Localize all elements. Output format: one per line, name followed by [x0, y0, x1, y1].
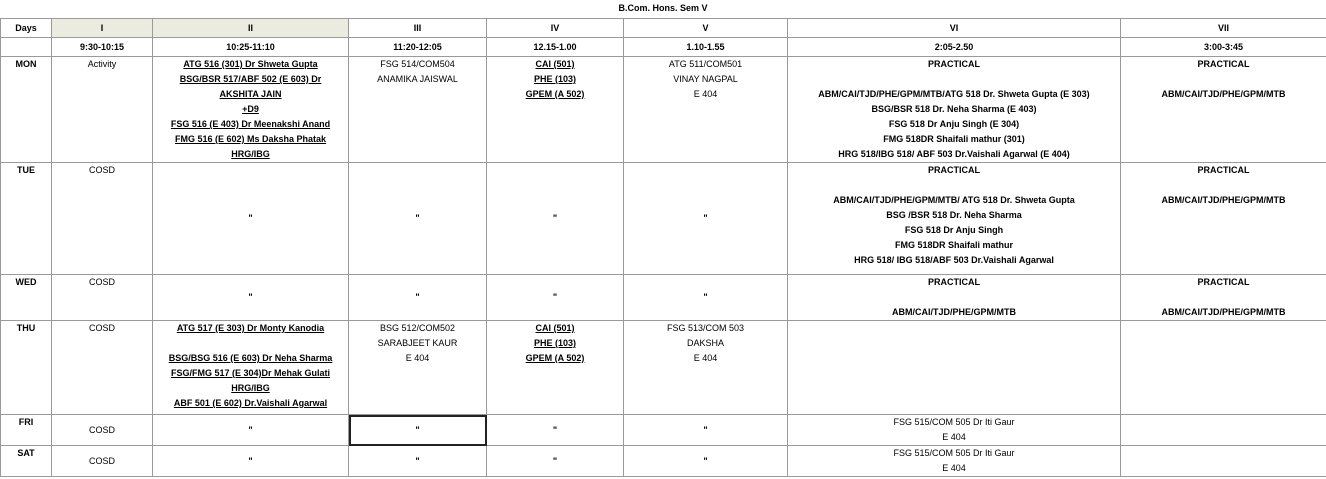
day-cell-wed[interactable]: WED — [1, 275, 52, 321]
time-header-cell[interactable]: 11:20-12:05 — [349, 38, 487, 57]
practical-label: PRACTICAL — [928, 165, 980, 175]
wed-p4-cell[interactable]: " — [487, 275, 624, 321]
class-entry: AKSHITA JAIN — [219, 89, 282, 99]
class-entry: ATG 511/COM501 — [668, 59, 743, 69]
class-entry: E 404 — [693, 353, 718, 363]
practical-label: PRACTICAL — [1197, 59, 1250, 69]
class-entry: +D9 — [242, 104, 259, 114]
practical-label: PRACTICAL — [928, 277, 980, 287]
tue-p5-cell[interactable]: " — [624, 163, 788, 275]
fri-p6-cell[interactable] — [788, 415, 1121, 446]
wed-p2-cell[interactable]: " — [153, 275, 349, 321]
sat-p2-cell[interactable]: " — [153, 446, 349, 477]
day-cell-tue[interactable]: TUE — [1, 163, 52, 275]
class-entry: ATG 517 (E 303) Dr Monty Kanodia — [176, 323, 325, 333]
mon-p4-cell[interactable] — [487, 57, 624, 163]
thu-p2-cell[interactable] — [153, 321, 349, 415]
class-entry: BSG/BSR 517/ABF 502 (E 603) Dr — [179, 74, 322, 84]
class-entry: ABM/CAI/TJD/PHE/GPM/MTB/ATG 518 Dr. Shweta Gupta (E 303) — [818, 89, 1090, 99]
tue-p2-cell[interactable]: " — [153, 163, 349, 275]
thu-p5-cell[interactable] — [624, 321, 788, 415]
mon-p1-cell[interactable]: Activity — [52, 57, 153, 163]
tue-p7-cell[interactable] — [1121, 163, 1326, 275]
sat-p4-cell[interactable]: " — [487, 446, 624, 477]
time-header-cell[interactable]: 9:30-10:15 — [52, 38, 153, 57]
class-entry: ABM/CAI/TJD/PHE/GPM/MTB/ ATG 518 Dr. Shweta Gupta — [833, 195, 1075, 205]
time-header-row — [1, 38, 1326, 57]
fri-p4-cell[interactable]: " — [487, 415, 624, 446]
class-entry: CAI (501) — [535, 59, 575, 69]
mon-p3-cell[interactable] — [349, 57, 487, 163]
class-entry: FMG 518DR Shaifali mathur (301) — [883, 134, 1025, 144]
class-entry: ABF 501 (E 602) Dr.Vaishali Agarwal — [173, 398, 328, 408]
mon-p7-cell[interactable] — [1121, 57, 1326, 163]
thu-p7-cell[interactable] — [1121, 321, 1326, 415]
fri-p1-cell[interactable]: COSD — [52, 415, 153, 446]
thu-p3-cell[interactable] — [349, 321, 487, 415]
tue-p6-cell[interactable] — [788, 163, 1121, 275]
class-entry: VINAY NAGPAL — [673, 74, 738, 84]
day-cell-thu[interactable]: THU — [1, 321, 52, 415]
tue-p4-cell[interactable]: " — [487, 163, 624, 275]
class-entry: ABM/CAI/TJD/PHE/GPM/MTB — [891, 307, 1016, 317]
fri-p3-cell-selected[interactable]: " — [349, 415, 487, 446]
thu-p4-cell[interactable] — [487, 321, 624, 415]
class-entry: FSG 515/COM 505 Dr Iti Gaur — [893, 417, 1015, 427]
mon-p2-cell[interactable] — [153, 57, 349, 163]
class-entry: ANAMIKA JAISWAL — [377, 74, 458, 84]
tue-row — [1, 163, 1326, 275]
class-entry: ABM/CAI/TJD/PHE/GPM/MTB — [1161, 307, 1286, 317]
empty-cell[interactable] — [1, 38, 52, 57]
thu-p6-cell[interactable] — [788, 321, 1121, 415]
time-header-cell[interactable]: 3:00-3:45 — [1121, 38, 1326, 57]
time-header-cell[interactable]: 2:05-2.50 — [788, 38, 1121, 57]
class-entry: FSG 515/COM 505 Dr Iti Gaur — [893, 448, 1015, 458]
practical-label: PRACTICAL — [1197, 165, 1250, 175]
class-entry: FSG 516 (E 403) Dr Meenakshi Anand — [170, 119, 331, 129]
period-header-cell[interactable]: V — [624, 19, 788, 38]
fri-row — [1, 415, 1326, 446]
class-entry: BSG 512/COM502 — [379, 323, 456, 333]
wed-p6-cell[interactable] — [788, 275, 1121, 321]
period-header-cell[interactable]: I — [52, 19, 153, 38]
tue-p3-cell[interactable]: " — [349, 163, 487, 275]
period-header-cell[interactable]: II — [153, 19, 349, 38]
sat-p3-cell[interactable]: " — [349, 446, 487, 477]
day-cell-sat[interactable]: SAT — [1, 446, 52, 477]
class-entry: SARABJEET KAUR — [377, 338, 458, 348]
class-entry: DAKSHA — [686, 338, 724, 348]
day-cell-mon[interactable]: MON — [1, 57, 52, 163]
class-entry: PHE (103) — [533, 338, 577, 348]
period-header-cell[interactable]: III — [349, 19, 487, 38]
time-header-cell[interactable]: 12.15-1.00 — [487, 38, 624, 57]
sat-p1-cell[interactable]: COSD — [52, 446, 153, 477]
class-entry: E 404 — [942, 463, 966, 473]
class-entry: HRG/IBG — [231, 149, 270, 159]
class-entry: PHE (103) — [533, 74, 577, 84]
tue-p1-cell[interactable]: COSD — [52, 163, 153, 275]
fri-p2-cell[interactable]: " — [153, 415, 349, 446]
thu-p1-cell[interactable]: COSD — [52, 321, 153, 415]
day-cell-fri[interactable]: FRI — [1, 415, 52, 446]
sheet-title: B.Com. Hons. Sem V — [618, 3, 708, 13]
class-entry: E 404 — [405, 353, 430, 363]
class-entry: E 404 — [693, 89, 718, 99]
timetable-grid — [0, 18, 1326, 477]
practical-label: PRACTICAL — [928, 59, 980, 69]
period-header-cell[interactable]: VII — [1121, 19, 1326, 38]
class-entry: BSG/BSR 518 Dr. Neha Sharma (E 403) — [871, 104, 1037, 114]
class-entry: FMG 518DR Shaifali mathur — [894, 240, 1014, 250]
class-entry: HRG 518/ IBG 518/ABF 503 Dr.Vaishali Agarwal — [854, 255, 1054, 265]
thu-row — [1, 321, 1326, 415]
class-entry: HRG 518/IBG 518/ ABF 503 Dr.Vaishali Agarwal (E 404) — [838, 149, 1070, 159]
class-entry: ATG 516 (301) Dr Shweta Gupta — [183, 59, 318, 69]
mon-row — [1, 57, 1326, 163]
mon-p6-cell[interactable] — [788, 57, 1121, 163]
class-entry: FSG 518 Dr Anju Singh (E 304) — [888, 119, 1020, 129]
wed-p3-cell[interactable]: " — [349, 275, 487, 321]
days-header-cell[interactable]: Days — [1, 19, 52, 38]
class-entry: ABM/CAI/TJD/PHE/GPM/MTB — [1161, 89, 1286, 99]
practical-label: PRACTICAL — [1197, 277, 1250, 287]
class-entry: E 404 — [942, 432, 966, 442]
time-header-cell[interactable]: 10:25-11:10 — [153, 38, 349, 57]
class-entry: HRG/IBG — [231, 383, 270, 393]
class-entry: GPEM (A 502) — [525, 353, 585, 363]
class-entry: FMG 516 (E 602) Ms Daksha Phatak — [174, 134, 327, 144]
sat-row — [1, 446, 1326, 477]
sat-p6-cell[interactable] — [788, 446, 1121, 477]
sat-p7-cell[interactable] — [1121, 446, 1326, 477]
wed-p7-cell[interactable] — [1121, 275, 1326, 321]
class-entry: FSG 513/COM 503 — [666, 323, 745, 333]
fri-p5-cell[interactable]: " — [624, 415, 788, 446]
class-entry: FSG 514/COM504 — [380, 59, 455, 69]
fri-p7-cell[interactable] — [1121, 415, 1326, 446]
period-header-row — [1, 19, 1326, 38]
class-entry: FSG/FMG 517 (E 304)Dr Mehak Gulati — [170, 368, 331, 378]
sat-p5-cell[interactable]: " — [624, 446, 788, 477]
period-header-cell[interactable]: IV — [487, 19, 624, 38]
class-entry: CAI (501) — [535, 323, 575, 333]
class-entry: BSG /BSR 518 Dr. Neha Sharma — [886, 210, 1022, 220]
class-entry: BSG/BSG 516 (E 603) Dr Neha Sharma — [168, 353, 333, 363]
mon-p5-cell[interactable] — [624, 57, 788, 163]
class-entry: FSG 518 Dr Anju Singh — [904, 225, 1004, 235]
class-entry: ABM/CAI/TJD/PHE/GPM/MTB — [1161, 195, 1286, 205]
wed-p5-cell[interactable]: " — [624, 275, 788, 321]
time-header-cell[interactable]: 1.10-1.55 — [624, 38, 788, 57]
class-entry: GPEM (A 502) — [525, 89, 585, 99]
wed-p1-cell[interactable]: COSD — [52, 275, 153, 321]
wed-row — [1, 275, 1326, 321]
period-header-cell[interactable]: VI — [788, 19, 1121, 38]
